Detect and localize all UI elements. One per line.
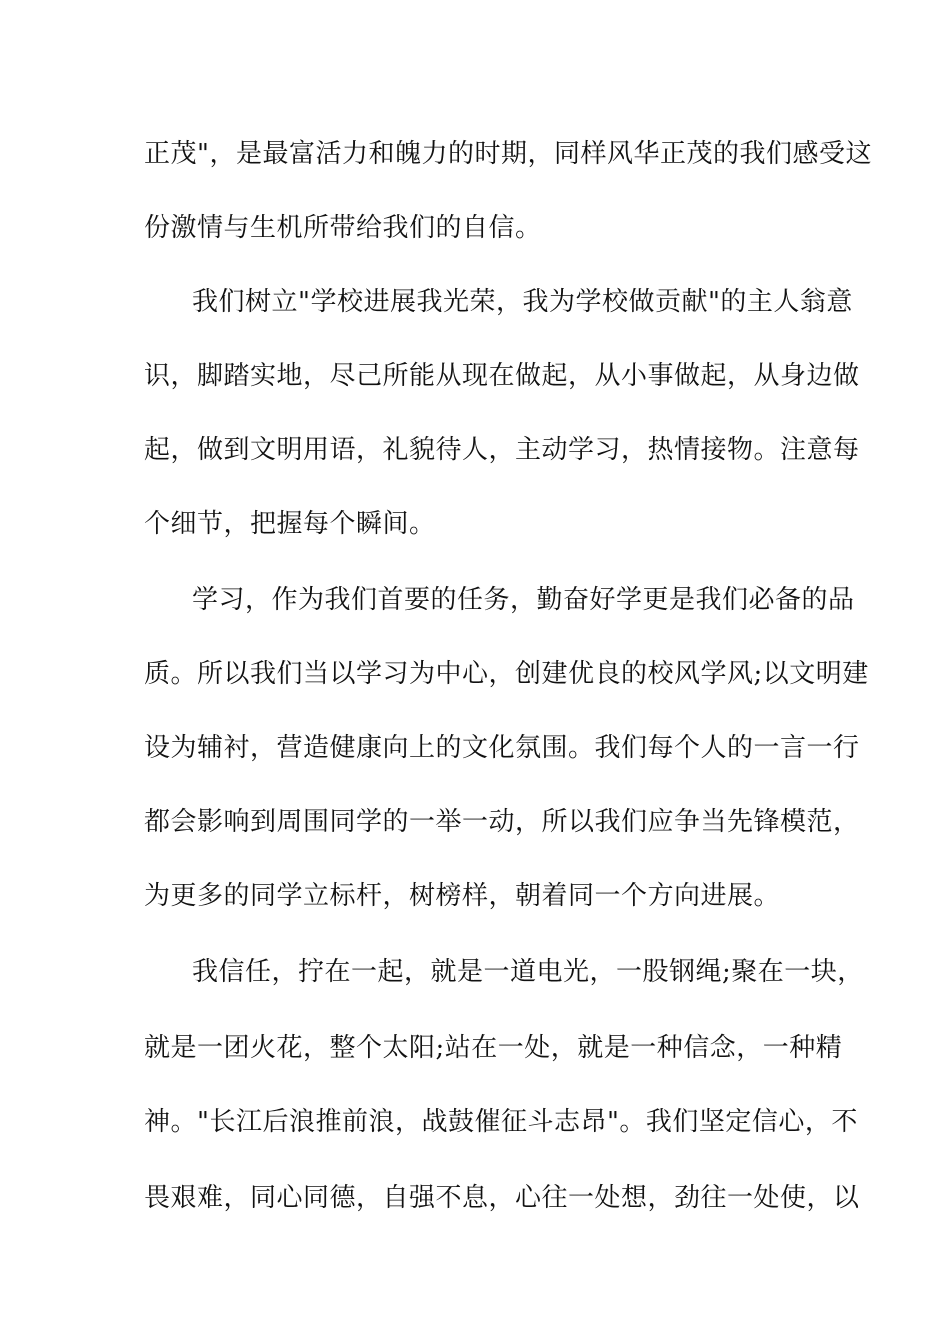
paragraph-first-line: 我信任，拧在一起，就是一道电光，一股钢绳;聚在一块，: [192, 957, 864, 987]
paragraph-first-line: 我们树立"学校进展我光荣，我为学校做贡献"的主人翁意: [192, 287, 853, 317]
paragraph-first-line: 学习，作为我们首要的任务，勤奋好学更是我们必备的品: [192, 585, 855, 615]
text-line: 正茂"，是最富活力和魄力的时期，同样风华正茂的我们感受这: [144, 139, 872, 169]
text-line: 个细节，把握每个瞬间。: [144, 509, 436, 539]
text-line: 神。"长江后浪推前浪，战鼓催征斗志昂"。我们坚定信心，不: [144, 1107, 858, 1137]
text-line: 设为辅衬，营造健康向上的文化氛围。我们每个人的一言一行: [144, 733, 860, 763]
text-line: 起，做到文明用语，礼貌待人，主动学习，热情接物。注意每: [144, 435, 860, 465]
text-line: 为更多的同学立标杆，树榜样，朝着同一个方向进展。: [144, 881, 781, 911]
text-line: 就是一团火花，整个太阳;站在一处，就是一种信念，一种精: [144, 1033, 843, 1063]
text-line: 都会影响到周围同学的一举一动，所以我们应争当先锋模范，: [144, 807, 860, 837]
text-line: 份激情与生机所带给我们的自信。: [144, 213, 542, 243]
text-line: 识，脚踏实地，尽己所能从现在做起，从小事做起，从身边做: [144, 361, 860, 391]
text-line: 质。所以我们当以学习为中心，创建优良的校风学风;以文明建: [144, 659, 869, 689]
text-line: 畏艰难，同心同德，自强不息，心往一处想，劲往一处使，以: [144, 1183, 860, 1213]
